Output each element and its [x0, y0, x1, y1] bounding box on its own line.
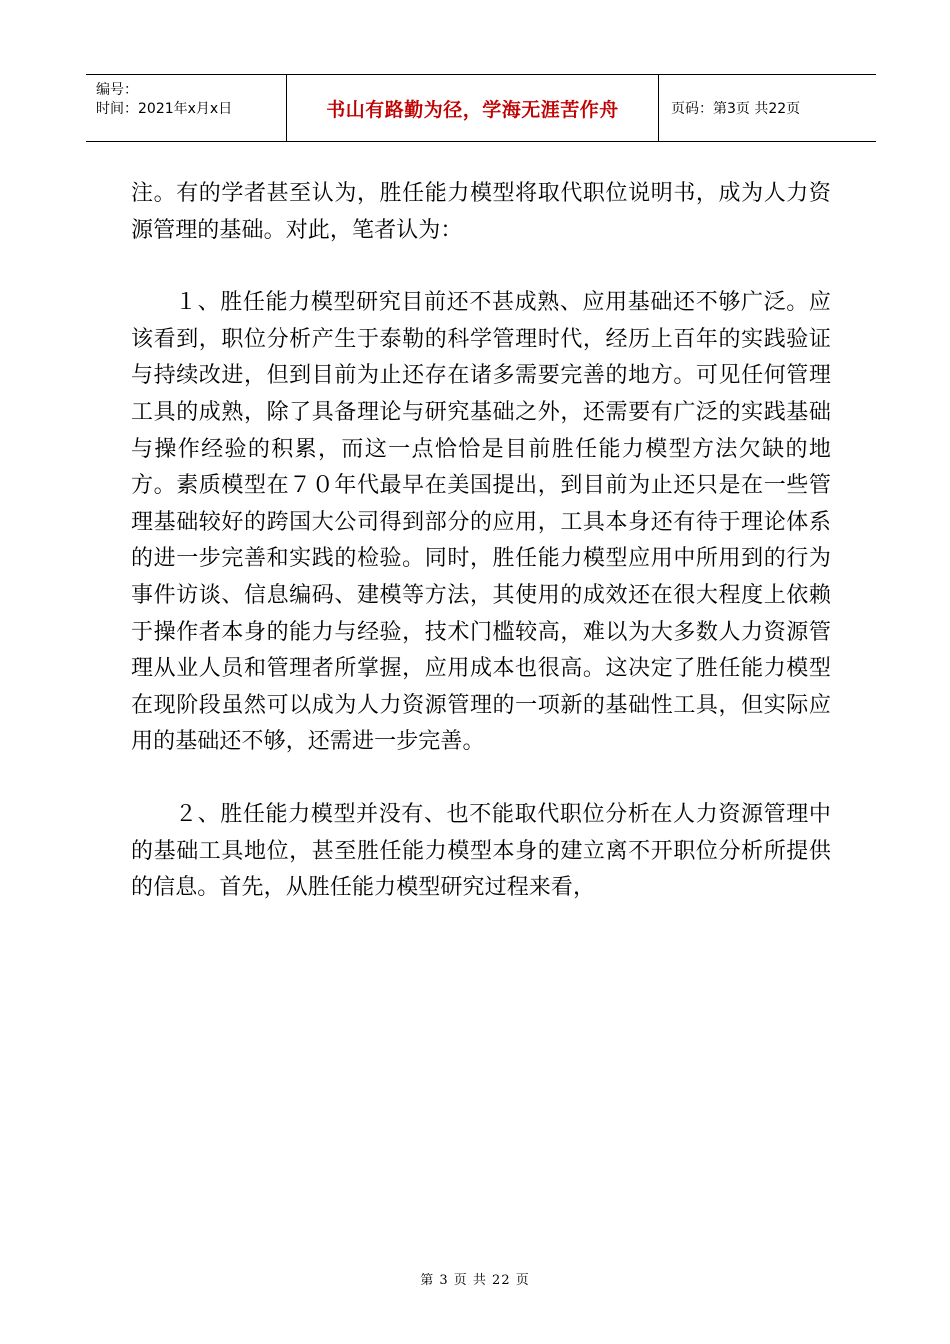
- paragraph-continuation: 注。有的学者甚至认为，胜任能力模型将取代职位说明书，成为人力资源管理的基础。对此，笔者认为：: [131, 181, 831, 243]
- document-body: [131, 176, 831, 907]
- header-motto: 书山有路勤为径，学海无涯苦作舟: [326, 98, 619, 121]
- document-number: 编号：: [96, 82, 138, 98]
- paragraph-point-2: ２、胜任能力模型并没有、也不能取代职位分析在人力资源管理中的基础工具地位，甚至胜任能力模型本身的建立离不开职位分析所提供的信息。首先，从胜任能力模型研究过程来看，: [131, 801, 831, 901]
- document-time: 时间：2021年x月x日: [96, 101, 233, 117]
- page-header: [86, 74, 876, 142]
- page-footer: 第 3 页 共 22 页: [420, 1273, 530, 1288]
- header-meta: [96, 81, 286, 119]
- paragraph-point-1: １、胜任能力模型研究目前还不甚成熟、应用基础还不够广泛。应该看到，职位分析产生于泰勒的科学管理时代，经历上百年的实践验证与持续改进，但到目前为止还存在诸多需要完善的地方。可见任何管理工具的成熟，除了具备理论与研究基础之外，还需要有广泛的实践基础与操作经验的积累，而这一点恰恰是目前胜任能力模型方法欠缺的地方。素质模型在７０年代最早在美国提出，到目前为止还只是在一些管理基础较好的跨国大公司得到部分的应用，工具本身还有待于理论体系的进一步完善和实践的检验。同时，胜任能力模型应用中所用到的行为事件访谈、信息编码、建模等方法，其使用的成效还在很大程度上依赖于操作者本身的能力与经验，技术门槛较高，难以为大多数人力资源管理从业人员和管理者所掌握，应用成本也很高。这决定了胜任能力模型在现阶段虽然可以成为人力资源管理的一项新的基础性工具，但实际应用的基础还不够，还需进一步完善。: [131, 290, 831, 755]
- header-page-info: 页码：第3页 共22页: [671, 101, 801, 117]
- header-divider: [658, 75, 659, 141]
